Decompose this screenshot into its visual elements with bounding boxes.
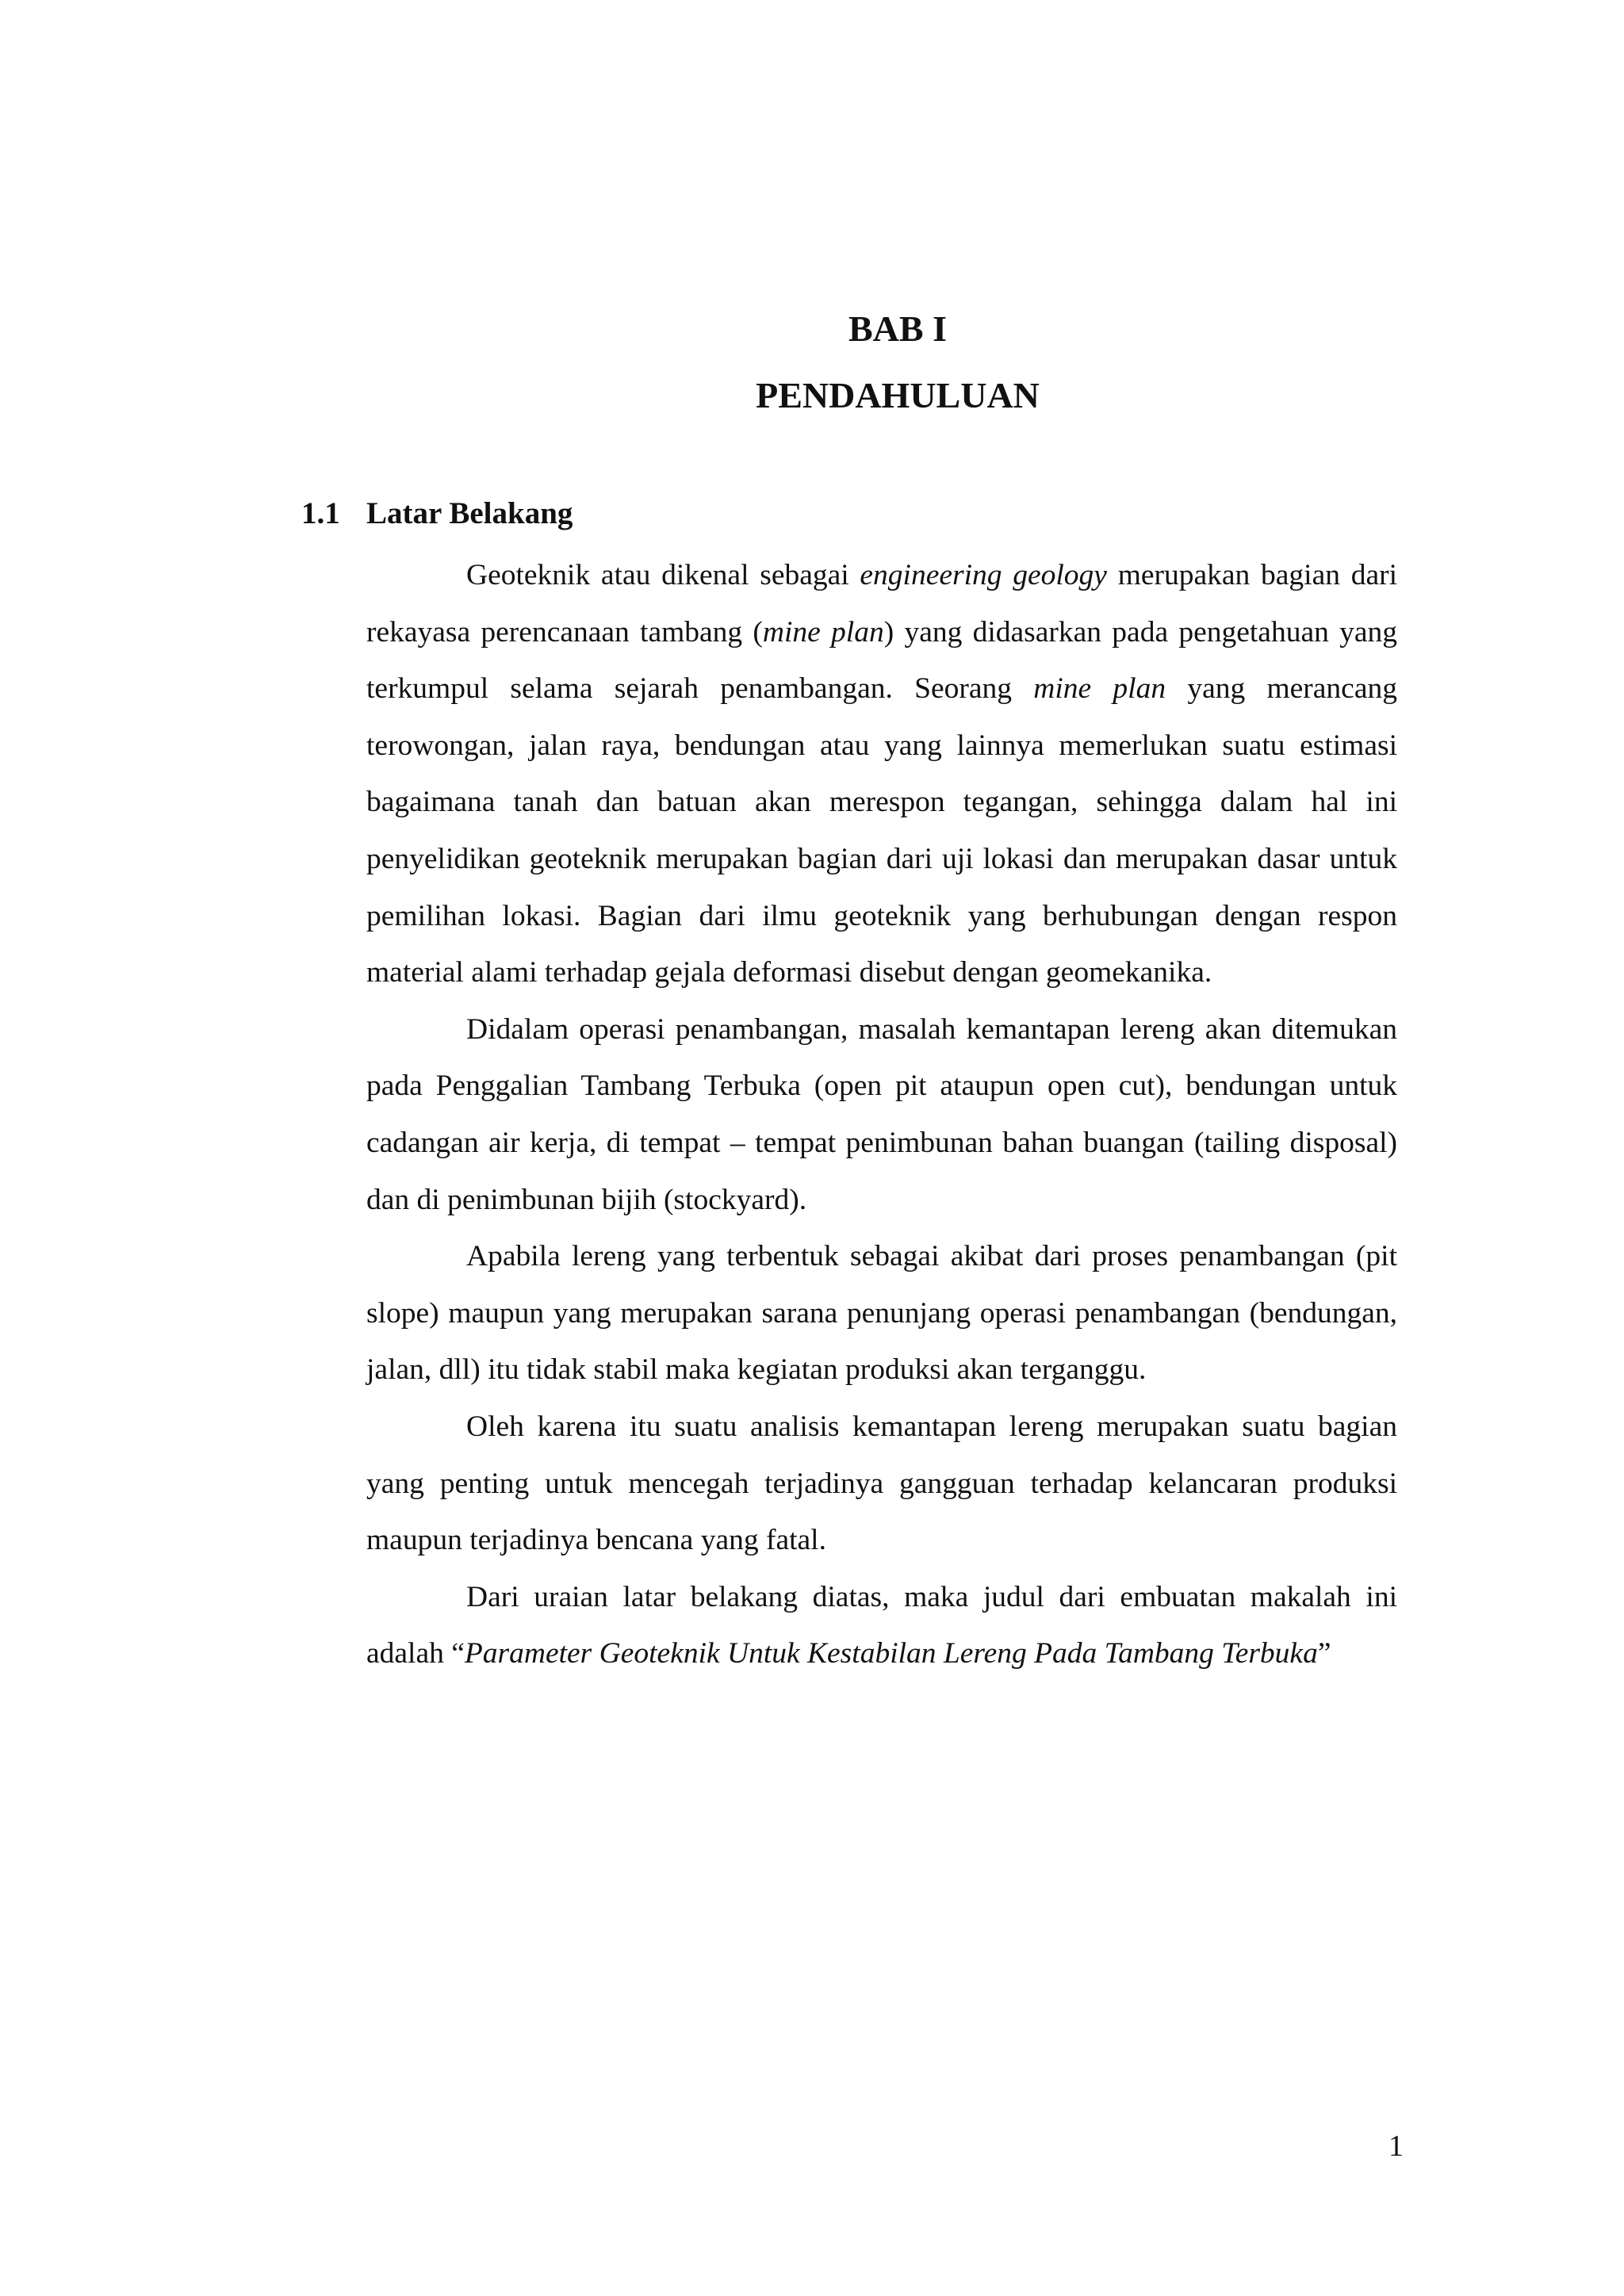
page-number: 1 (1388, 2130, 1404, 2163)
italic-term: mine plan (762, 615, 884, 649)
paragraph-operasi-penambangan: Didalam operasi penambangan, masalah kemantapan lereng akan ditemukan pada Penggalian Tambang Terbuka (open pit ataupun open cut), bendungan untuk cadangan air kerja, di tempat – tempat penimbunan bahan buangan (tailing disposal) dan di penimbunan bijih (stockyard). (366, 1012, 1397, 1216)
paragraph-geoteknik (366, 547, 1397, 1001)
italic-title: Parameter Geoteknik Untuk Kestabilan Lereng Pada Tambang Terbuka (464, 1637, 1318, 1670)
section-heading (301, 498, 573, 529)
text-run: Dari uraian latar belakang diatas, maka judul dari embuatan makalah ini adalah “ (366, 1580, 1397, 1670)
section-number: 1.1 (301, 496, 340, 530)
italic-term: engineering geology (860, 559, 1107, 591)
body-text (366, 547, 1397, 1682)
paragraph-analisis-kemantapan: Oleh karena itu suatu analisis kemantapan lereng merupakan suatu bagian yang penting untuk mencegah terjadinya gangguan terhadap kelancaran produksi maupun terjadinya bencana yang fatal. (366, 1410, 1397, 1557)
paragraph-lereng-tidak-stabil: Apabila lereng yang terbentuk sebagai akibat dari proses penambangan (pit slope) maupun yang merupakan sarana penunjang operasi penambangan (bendungan, jalan, dll) itu tidak stabil maka kegiatan produksi akan terganggu. (366, 1240, 1397, 1387)
text-run: yang merancang terowongan, jalan raya, bendungan atau yang lainnya memerlukan suatu estimasi bagaimana tanah dan batuan akan merespon tegangan, sehingga dalam hal ini penyelidikan geoteknik merupakan bagian dari uji lokasi dan merupakan dasar untuk pemilihan lokasi. Bagian dari ilmu geoteknik yang berhubungan dengan respon material alami terhadap gejala deformasi disebut dengan geomekanika. (366, 672, 1397, 989)
italic-term: mine plan (1033, 672, 1166, 706)
chapter-number: BAB I (848, 308, 947, 349)
text-run: ” (1317, 1637, 1331, 1670)
text-run: ) yang didasarkan pada pengetahuan yang terkumpul selama sejarah penambangan. Seorang (366, 615, 1397, 706)
paragraph-judul-makalah (366, 1569, 1397, 1682)
text-run: merupakan bagian dari rekayasa perencanaan tambang ( (366, 559, 1397, 649)
chapter-title: PENDAHULUAN (756, 375, 1040, 415)
text-run: Geoteknik atau dikenal sebagai (466, 559, 860, 591)
section-title: Latar Belakang (366, 496, 573, 530)
